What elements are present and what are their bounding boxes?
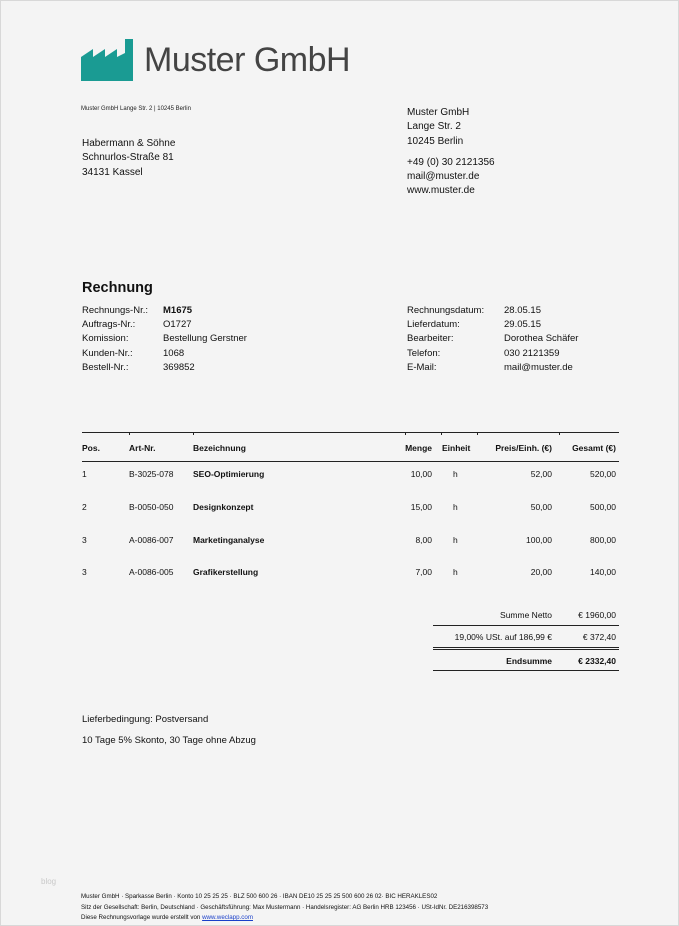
- grand-total-label: Endsumme: [506, 656, 552, 666]
- company-email: mail@muster.de: [407, 171, 480, 183]
- meta-row: [407, 332, 578, 346]
- cell-total: 500,00: [590, 502, 616, 512]
- recipient-address: [82, 137, 175, 180]
- company-info: [407, 106, 495, 199]
- recipient-city: 34131 Kassel: [82, 166, 143, 178]
- meta-row: [82, 361, 247, 375]
- footer-credit-link[interactable]: www.weclapp.com: [202, 914, 253, 921]
- tax-value: € 372,40: [582, 632, 616, 642]
- column-tick: [129, 432, 130, 435]
- meta-row: [407, 361, 578, 375]
- col-header-unit-price: Preis/Einh. (€): [495, 443, 552, 453]
- cell-unit-price: 52,00: [530, 469, 552, 479]
- col-header-unit: Einheit: [442, 443, 471, 453]
- footer-credit-text: Diese Rechnungsvorlage wurde erstellt von: [81, 914, 203, 921]
- delivery-date: 29.05.15: [504, 319, 541, 331]
- clerk-phone: 030 2121359: [504, 347, 560, 359]
- document-title: Rechnung: [82, 280, 153, 296]
- meta-row: [82, 332, 247, 346]
- meta-row: [82, 347, 247, 361]
- footer: [81, 892, 488, 924]
- meta-label: Telefon:: [407, 347, 441, 359]
- meta-row: [82, 318, 247, 332]
- col-header-total: Gesamt (€): [572, 443, 616, 453]
- payment-terms: 10 Tage 5% Skonto, 30 Tage ohne Abzug: [82, 735, 256, 746]
- clerk-email: mail@muster.de: [504, 361, 573, 373]
- cell-unit: h: [453, 502, 458, 512]
- cell-description: SEO-Optimierung: [193, 469, 265, 479]
- cell-pos: 2: [82, 502, 87, 512]
- sender-address-line: Muster GmbH Lange Str. 2 | 10245 Berlin: [81, 106, 191, 112]
- table-top-rule: [82, 432, 619, 433]
- meta-row: [407, 318, 578, 332]
- meta-label: Rechnungsdatum:: [407, 305, 485, 316]
- totals-double-rule-top: [433, 647, 619, 648]
- cell-article: B-3025-078: [129, 469, 174, 479]
- meta-label: Lieferdatum:: [407, 319, 460, 331]
- cell-pos: 3: [82, 567, 87, 577]
- cell-article: B-0050-050: [129, 502, 174, 512]
- cell-pos: 1: [82, 469, 87, 479]
- meta-label: Auftrags-Nr.:: [82, 319, 136, 331]
- invoice-number: M1675: [163, 305, 193, 316]
- cell-description: Grafikerstellung: [193, 567, 259, 577]
- watermark: blog: [41, 877, 57, 886]
- meta-label: E-Mail:: [407, 361, 437, 373]
- totals-rule: [433, 625, 619, 626]
- customer-number: 1068: [163, 347, 185, 359]
- totals-bottom-rule: [433, 670, 619, 671]
- company-street: Lange Str. 2: [407, 121, 461, 133]
- cell-description: Designkonzept: [193, 502, 254, 512]
- meta-row: [407, 304, 578, 318]
- footer-bank-line: Muster GmbH · Sparkasse Berlin · Konto 10 25 25 25 · BLZ 500 600 26 · IBAN DE10 25 25 25 500 600 26 02· BIC HERAKLES02: [81, 893, 438, 900]
- company-phone: +49 (0) 30 2121356: [407, 156, 495, 168]
- cell-description: Marketinganalyse: [193, 535, 265, 545]
- cell-total: 140,00: [590, 567, 616, 577]
- order-number: O1727: [163, 319, 192, 331]
- col-header-quantity: Menge: [405, 443, 432, 453]
- factory-logo-icon: [81, 39, 133, 81]
- cell-quantity: 10,00: [410, 469, 432, 479]
- cell-quantity: 7,00: [415, 567, 432, 577]
- column-tick: [477, 432, 478, 435]
- meta-label: Bearbeiter:: [407, 333, 454, 345]
- cell-article: A-0086-005: [129, 567, 174, 577]
- grand-total-value: € 2332,40: [578, 656, 616, 666]
- tax-label: 19,00% USt. auf 186,99 €: [454, 632, 552, 642]
- company-name: Muster GmbH: [407, 107, 470, 118]
- cell-pos: 3: [82, 535, 87, 545]
- meta-label: Komission:: [82, 333, 129, 345]
- meta-row: [407, 347, 578, 361]
- column-tick: [559, 432, 560, 435]
- cell-quantity: 15,00: [410, 502, 432, 512]
- company-website: www.muster.de: [407, 185, 475, 197]
- footer-credit-line: [81, 913, 488, 924]
- cell-total: 800,00: [590, 535, 616, 545]
- meta-label: Rechnungs-Nr.:: [82, 305, 149, 316]
- company-city: 10245 Berlin: [407, 135, 464, 147]
- meta-label: Bestell-Nr.:: [82, 361, 129, 373]
- delivery-terms: Lieferbedingung: Postversand: [82, 714, 209, 725]
- invoice-meta-left: [82, 304, 247, 375]
- cell-unit-price: 100,00: [526, 535, 552, 545]
- commission: Bestellung Gerstner: [163, 333, 247, 345]
- col-header-description: Bezeichnung: [193, 443, 246, 453]
- cell-unit: h: [453, 535, 458, 545]
- recipient-street: Schnurlos-Straße 81: [82, 152, 174, 164]
- cell-unit-price: 20,00: [530, 567, 552, 577]
- logo-wordmark: Muster GmbH: [144, 41, 351, 79]
- invoice-date: 28.05.15: [504, 305, 541, 316]
- clerk-name: Dorothea Schäfer: [504, 333, 579, 345]
- col-header-pos: Pos.: [82, 443, 100, 453]
- cell-quantity: 8,00: [415, 535, 432, 545]
- column-tick: [405, 432, 406, 435]
- footer-legal-line: Sitz der Gesellschaft: Berlin, Deutschland · Geschäftsführung: Max Mustermann · Handelsregister: AG Berlin HRB 123456 · USt-IdNr. DE216398573: [81, 903, 489, 911]
- cell-total: 520,00: [590, 469, 616, 479]
- table-header-rule: [82, 461, 619, 462]
- company-logo: [81, 37, 133, 81]
- cell-unit: h: [453, 469, 458, 479]
- col-header-article: Art-Nr.: [129, 443, 156, 453]
- purchase-order-number: 369852: [163, 361, 195, 373]
- recipient-name: Habermann & Söhne: [82, 138, 176, 149]
- totals-double-rule-bottom: [433, 649, 619, 650]
- column-tick: [193, 432, 194, 435]
- meta-label: Kunden-Nr.:: [82, 347, 133, 359]
- net-sum-value: € 1960,00: [578, 610, 616, 620]
- invoice-meta-right: [407, 304, 578, 375]
- meta-row: [82, 304, 247, 318]
- cell-article: A-0086-007: [129, 535, 174, 545]
- net-sum-label: Summe Netto: [500, 610, 552, 620]
- column-tick: [441, 432, 442, 435]
- cell-unit-price: 50,00: [530, 502, 552, 512]
- cell-unit: h: [453, 567, 458, 577]
